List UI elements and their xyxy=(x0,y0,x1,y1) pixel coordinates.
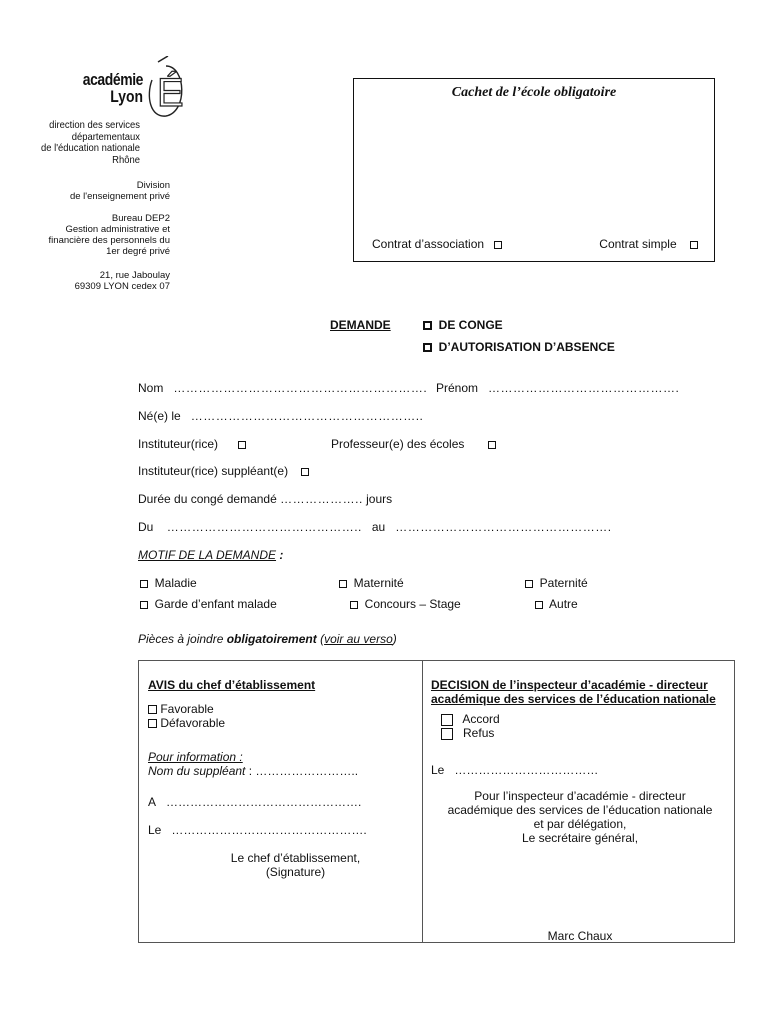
avis-defavorable-checkbox[interactable] xyxy=(148,719,157,728)
decision-divider xyxy=(422,661,423,942)
bureau-line: Gestion administrative et xyxy=(65,224,170,235)
address-line: 21, rue Jaboulay xyxy=(99,270,170,281)
birthdate-row xyxy=(138,409,423,423)
motif-title: MOTIF DE LA DEMANDE xyxy=(138,548,277,562)
motif-autre[interactable] xyxy=(535,597,578,611)
department-block xyxy=(14,120,140,166)
avis-favorable-option[interactable] xyxy=(148,702,413,716)
motif-maternite[interactable] xyxy=(339,576,404,590)
request-absence-checkbox[interactable] xyxy=(423,343,432,352)
instituteur-suppleant-option[interactable] xyxy=(138,464,309,478)
motif-heading xyxy=(138,548,283,562)
nee-le-label: Né(e) le xyxy=(138,409,181,423)
prenom-field[interactable]: ………………………………………. xyxy=(488,381,680,395)
date-to-field[interactable]: ……………………………………………. xyxy=(395,520,612,534)
avis-date-field[interactable]: …………………………………………. xyxy=(171,823,367,837)
motif-autre-checkbox[interactable] xyxy=(535,601,543,609)
avis-title: AVIS du chef d’établissement xyxy=(148,678,316,692)
motif-colon: : xyxy=(276,548,284,562)
nom-suppleant-label: Nom du suppléant xyxy=(148,764,246,778)
address-line: 69309 LYON cedex 07 xyxy=(74,281,170,292)
motif-garde-enfant-checkbox[interactable] xyxy=(140,601,148,609)
request-absence-label: D’AUTORISATION D’ABSENCE xyxy=(438,340,615,354)
contract-simple-label: Contrat simple xyxy=(599,237,677,251)
decision-title: DECISION de l’inspecteur d’académie - directeur académique des services de l’éducation nationale xyxy=(431,678,716,706)
nom-field[interactable]: ……………………………………………………. xyxy=(173,381,428,395)
avis-favorable-label: Favorable xyxy=(160,702,214,716)
avis-defavorable-option[interactable] xyxy=(148,716,413,730)
date-from-field[interactable]: ……………………………………….. xyxy=(166,520,362,534)
motif-maternite-checkbox[interactable] xyxy=(339,580,347,588)
nom-label: Nom xyxy=(138,381,164,395)
contract-simple-checkbox[interactable] xyxy=(690,241,698,249)
jours-label: jours xyxy=(366,492,393,506)
motif-concours-stage-checkbox[interactable] xyxy=(350,601,358,609)
decision-refus-checkbox[interactable] xyxy=(441,728,453,740)
professeur-checkbox[interactable] xyxy=(488,441,496,449)
motif-maladie-label: Maladie xyxy=(154,576,197,590)
place-field[interactable]: …………………………………………. xyxy=(166,795,362,809)
motif-concours-stage[interactable] xyxy=(350,597,461,611)
nom-suppleant-field[interactable]: : …………………….. xyxy=(245,764,359,778)
date-range-row xyxy=(138,520,612,534)
stamp-title: Cachet de l’école obligatoire xyxy=(451,85,617,100)
division-block xyxy=(0,180,170,202)
avis-date-row xyxy=(148,823,413,837)
request-leave-label: DE CONGE xyxy=(438,318,503,332)
address-block xyxy=(0,270,170,292)
delegation-line: académique des services de l’éducation nationale xyxy=(447,803,713,817)
motif-concours-stage-label: Concours – Stage xyxy=(364,597,461,611)
avis-defavorable-label: Défavorable xyxy=(160,716,226,730)
attachments-see-verso-link[interactable]: voir au verso xyxy=(324,632,393,646)
duree-label: Durée du congé demandé xyxy=(138,492,277,506)
attachments-prefix: Pièces à joindre xyxy=(138,632,227,646)
a-label: A xyxy=(148,795,157,809)
professeur-label: Professeur(e) des écoles xyxy=(331,437,465,451)
logo-lyon: Lyon xyxy=(110,87,143,106)
signature-title: Le chef d’établissement, xyxy=(230,851,361,865)
attachments-required: obligatoirement xyxy=(226,632,317,646)
school-stamp-box xyxy=(353,78,715,262)
bureau-line: 1er degré privé xyxy=(106,246,170,257)
academy-e-emblem-icon xyxy=(142,56,190,120)
department-line: de l'éducation nationale xyxy=(40,142,140,154)
division-line: Division xyxy=(136,180,170,191)
logo-academie: académie xyxy=(82,70,143,89)
instituteur-label: Instituteur(rice) xyxy=(138,437,219,451)
pour-information: Pour information : xyxy=(148,750,243,764)
delegation-block xyxy=(431,789,729,845)
instituteur-suppleant-label: Instituteur(rice) suppléant(e) xyxy=(138,464,289,478)
department-line: Rhône xyxy=(112,153,140,166)
motif-maternite-label: Maternité xyxy=(353,576,404,590)
decision-le-label: Le xyxy=(431,763,445,777)
bureau-block xyxy=(0,213,170,257)
request-leave-option[interactable] xyxy=(423,318,503,332)
instituteur-option[interactable] xyxy=(138,437,246,451)
delegation-line: Pour l’inspecteur d’académie - directeur xyxy=(474,789,686,803)
division-line: de l'enseignement privé xyxy=(69,191,170,202)
decision-date-field[interactable]: ……………………………… xyxy=(454,763,599,777)
signatory-name: Marc Chaux xyxy=(547,929,613,943)
department-line: départementaux xyxy=(71,130,140,143)
request-absence-option[interactable] xyxy=(423,340,615,354)
motif-garde-enfant[interactable] xyxy=(140,597,277,611)
attachments-paren: ( xyxy=(316,632,325,646)
instituteur-checkbox[interactable] xyxy=(238,441,246,449)
decision-table xyxy=(138,660,735,943)
prenom-label: Prénom xyxy=(436,381,479,395)
decision-refus-option[interactable] xyxy=(431,726,729,740)
contract-association-checkbox[interactable] xyxy=(494,241,502,249)
delegation-line: Le secrétaire général, xyxy=(521,831,639,845)
contract-association-label: Contrat d’association xyxy=(372,237,485,251)
place-row xyxy=(148,795,413,809)
motif-maladie-checkbox[interactable] xyxy=(140,580,148,588)
attachments-note xyxy=(138,632,397,646)
delegation-line: et par délégation, xyxy=(533,817,627,831)
professeur-option[interactable] xyxy=(331,437,496,451)
duration-field[interactable]: ……………….. xyxy=(280,492,363,506)
motif-paternite-checkbox[interactable] xyxy=(525,580,533,588)
contract-association-option[interactable] xyxy=(372,237,502,251)
decision-cell xyxy=(431,678,729,845)
signature-note: (Signature) xyxy=(265,865,326,879)
decision-accord-checkbox[interactable] xyxy=(441,714,453,726)
decision-accord-label: Accord xyxy=(462,712,500,726)
department-line: direction des services xyxy=(49,119,140,131)
motif-maladie[interactable] xyxy=(140,576,197,590)
au-label: au xyxy=(371,520,386,534)
avis-favorable-checkbox[interactable] xyxy=(148,705,157,714)
contract-simple-option[interactable] xyxy=(599,237,698,251)
birthdate-field[interactable]: ……………………………………………….. xyxy=(190,409,424,423)
motif-autre-label: Autre xyxy=(549,597,578,611)
avis-cell xyxy=(148,678,413,879)
name-row xyxy=(138,381,427,395)
motif-paternite[interactable] xyxy=(525,576,588,590)
decision-refus-label: Refus xyxy=(463,726,495,740)
logo-letter: É xyxy=(157,71,184,115)
motif-paternite-label: Paternité xyxy=(539,576,588,590)
academy-logo xyxy=(65,70,143,107)
decision-date-row xyxy=(431,763,729,777)
avis-le-label: Le xyxy=(148,823,162,837)
instituteur-suppleant-checkbox[interactable] xyxy=(301,468,309,476)
substitute-row xyxy=(148,764,413,778)
bureau-line: Bureau DEP2 xyxy=(111,213,170,224)
firstname-row xyxy=(436,381,679,395)
duration-row xyxy=(138,492,392,506)
du-label: Du xyxy=(138,520,154,534)
signature-block xyxy=(148,851,413,879)
request-leave-checkbox[interactable] xyxy=(423,321,432,330)
attachments-paren: ) xyxy=(392,632,397,646)
decision-accord-option[interactable] xyxy=(431,712,729,726)
demande-label: DEMANDE xyxy=(330,318,391,332)
bureau-line: financière des personnels du xyxy=(48,235,170,246)
motif-garde-enfant-label: Garde d’enfant malade xyxy=(154,597,277,611)
